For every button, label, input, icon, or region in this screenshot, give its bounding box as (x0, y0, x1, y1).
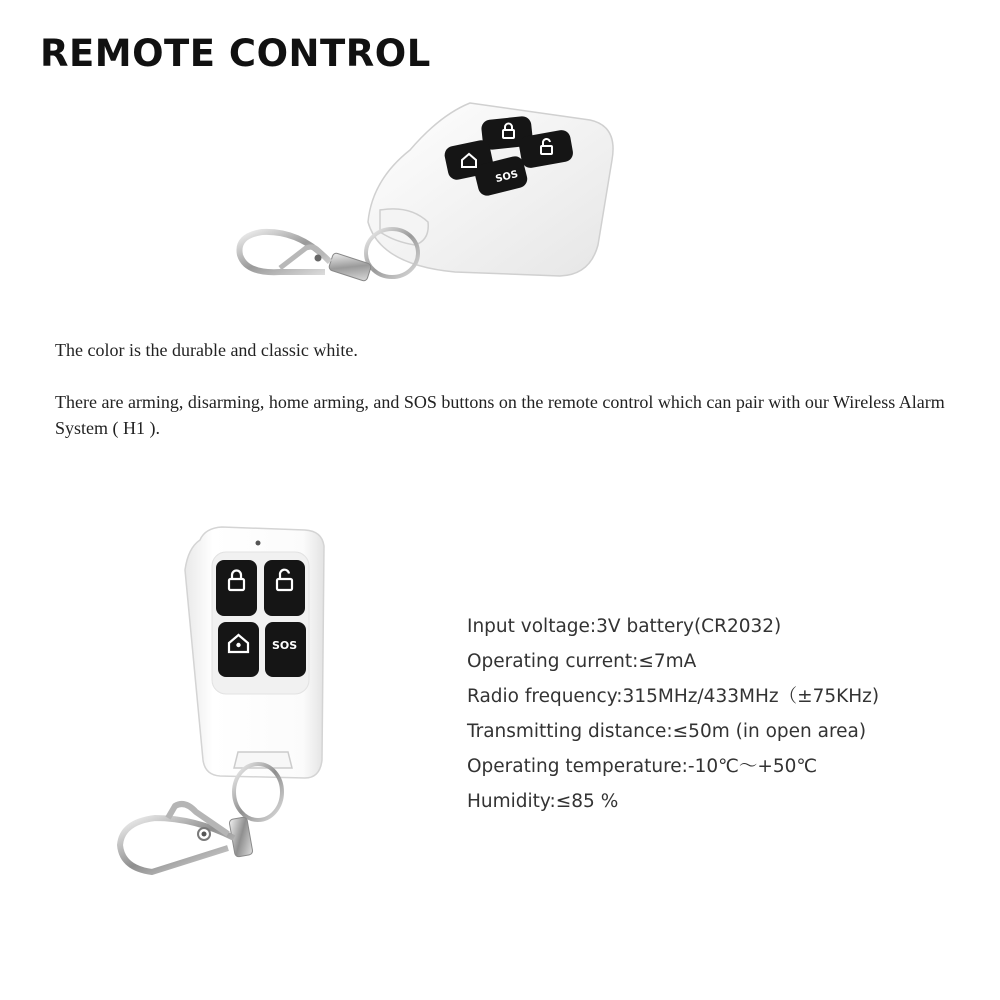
spec-operating-temperature: Operating temperature:-10℃～+50℃ (467, 756, 818, 777)
spec-list (467, 612, 879, 822)
spec-operating-current: Operating current:≤7mA (467, 651, 697, 672)
spec-transmitting-distance: Transmitting distance:≤50m (in open area) (467, 721, 867, 742)
page-title: REMOTE CONTROL (40, 32, 431, 75)
description-paragraph-2: There are arming, disarming, home arming, and SOS buttons on the remote control which can pair with our Wireless Alarm System ( H1 ). (55, 392, 945, 438)
svg-text:SOS: SOS (494, 168, 520, 186)
spec-input-voltage: Input voltage:3V battery(CR2032) (467, 616, 782, 637)
svg-text:SOS: SOS (272, 639, 298, 652)
spec-humidity: Humidity:≤85 % (467, 791, 619, 812)
description-paragraph-1: The color is the durable and classic white. (55, 340, 358, 360)
spec-radio-frequency: Radio frequency:315MHz/433MHz（±75KHz) (467, 686, 880, 707)
